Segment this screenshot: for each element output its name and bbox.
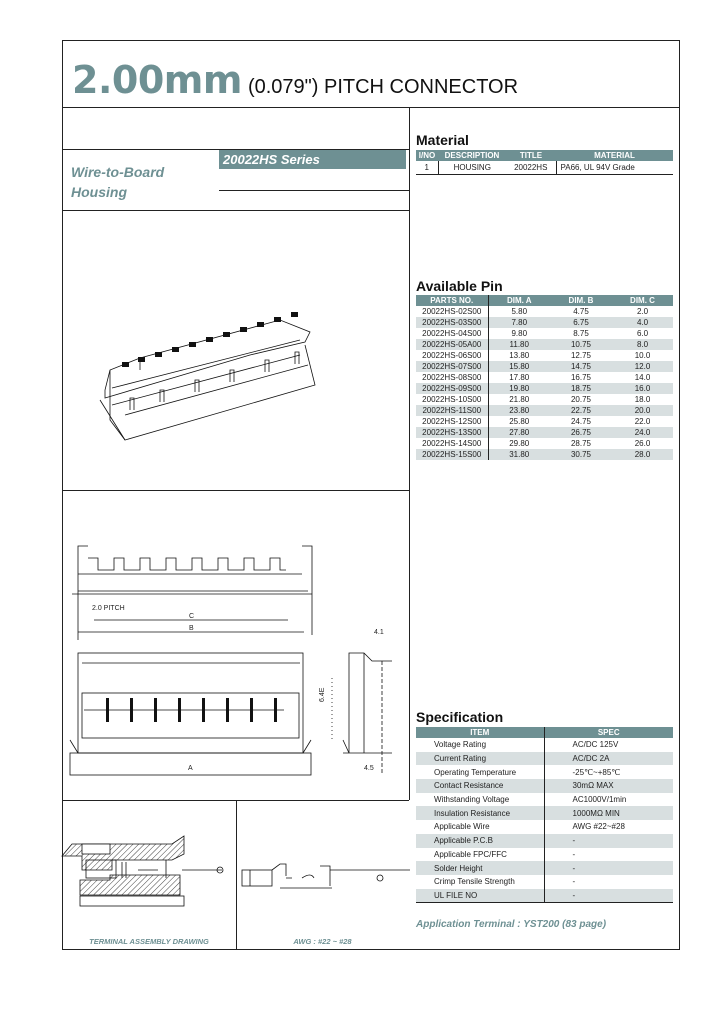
table-row: 20022HS-15S00 31.80 30.75 28.0 <box>416 449 673 460</box>
table-row: 20022HS-12S00 25.80 24.75 22.0 <box>416 416 673 427</box>
material-heading: Material <box>416 132 469 148</box>
available-pin-heading: Available Pin <box>416 278 503 294</box>
table-row: Contact Resistance 30mΩ MAX <box>416 779 673 793</box>
category-bottom-line <box>62 210 409 211</box>
material-table <box>416 150 673 175</box>
table-row: 20022HS-11S00 23.80 22.75 20.0 <box>416 405 673 416</box>
table-row: 20022HS-02S00 5.80 4.75 2.0 <box>416 306 673 317</box>
terminal-assembly-drawing <box>62 830 237 910</box>
table-row: Solder Height - <box>416 861 673 875</box>
series-label: 20022HS Series <box>219 150 406 169</box>
available-pin-table <box>416 295 673 460</box>
table-row: UL FILE NO - <box>416 889 673 903</box>
pitch-mm: 2.00mm <box>72 58 242 102</box>
table-row: 20022HS-10S00 21.80 20.75 18.0 <box>416 394 673 405</box>
col-description: DESCRIPTION <box>438 150 506 161</box>
table-row: Applicable P.C.B - <box>416 834 673 848</box>
page-title <box>72 58 518 102</box>
table-row: 20022HS-14S00 29.80 28.75 26.0 <box>416 438 673 449</box>
pitch-title: (0.079") PITCH CONNECTOR <box>247 76 519 98</box>
table-row: Insulation Resistance 1000MΩ MIN <box>416 806 673 820</box>
table-row: 20022HS-07S00 15.80 14.75 12.0 <box>416 361 673 372</box>
table-row: Crimp Tensile Strength - <box>416 875 673 889</box>
terminal-assembly-caption: TERMINAL ASSEMBLY DRAWING <box>89 937 209 946</box>
table-row: 1 HOUSING 20022HS PA66, UL 94V Grade <box>416 161 673 175</box>
front-view-drawing <box>62 530 407 790</box>
specification-table <box>416 727 673 903</box>
category-line-1: Wire-to-Board <box>71 164 165 180</box>
column-divider <box>409 107 410 800</box>
col-no: I/NO <box>416 150 438 161</box>
table-row: Current Rating AC/DC 2A <box>416 752 673 766</box>
col-dim-c: DIM. C <box>612 295 673 306</box>
table-row: Applicable FPC/FFC - <box>416 848 673 862</box>
isometric-divider <box>62 490 409 491</box>
table-row: Applicable Wire AWG #22~#28 <box>416 820 673 834</box>
dim-b-label: B <box>189 625 194 632</box>
table-row: 20022HS-05A00 11.80 10.75 8.0 <box>416 339 673 350</box>
dim-bottom-label: 4.5 <box>364 765 374 772</box>
category-line-2: Housing <box>71 184 127 200</box>
col-title: TITLE <box>506 150 556 161</box>
table-row: Withstanding Voltage AC1000V/1min <box>416 793 673 807</box>
table-row: 20022HS-04S00 9.80 8.75 6.0 <box>416 328 673 339</box>
col-dim-a: DIM. A <box>488 295 550 306</box>
dim-height-label: 6.4E <box>319 687 326 702</box>
series-underline <box>219 190 409 191</box>
table-row: Voltage Rating AC/DC 125V <box>416 738 673 752</box>
specification-heading: Specification <box>416 709 504 725</box>
terminal-drawing <box>240 860 410 900</box>
isometric-connector-drawing <box>100 280 340 440</box>
product-category <box>71 162 164 202</box>
table-row: 20022HS-09S00 19.80 18.75 16.0 <box>416 383 673 394</box>
col-item: ITEM <box>416 727 544 738</box>
table-row: 20022HS-08S00 17.80 16.75 14.0 <box>416 372 673 383</box>
awg-caption: AWG : #22 ~ #28 <box>293 937 352 946</box>
col-spec: SPEC <box>544 727 673 738</box>
col-material: MATERIAL <box>556 150 673 161</box>
col-parts-no: PARTS NO. <box>416 295 488 306</box>
pitch-dimension: 2.0 PITCH <box>92 605 125 612</box>
table-row: 20022HS-06S00 13.80 12.75 10.0 <box>416 350 673 361</box>
col-dim-b: DIM. B <box>550 295 612 306</box>
dim-c-label: C <box>189 613 195 620</box>
title-divider <box>62 107 680 108</box>
table-row: 20022HS-13S00 27.80 26.75 24.0 <box>416 427 673 438</box>
dim-a-label: A <box>188 765 193 772</box>
dim-top-label: 4.1 <box>374 629 384 636</box>
table-row: 20022HS-03S00 7.80 6.75 4.0 <box>416 317 673 328</box>
application-terminal: Application Terminal : YST200 (83 page) <box>416 919 607 930</box>
table-row: Operating Temperature -25℃~+85℃ <box>416 765 673 779</box>
